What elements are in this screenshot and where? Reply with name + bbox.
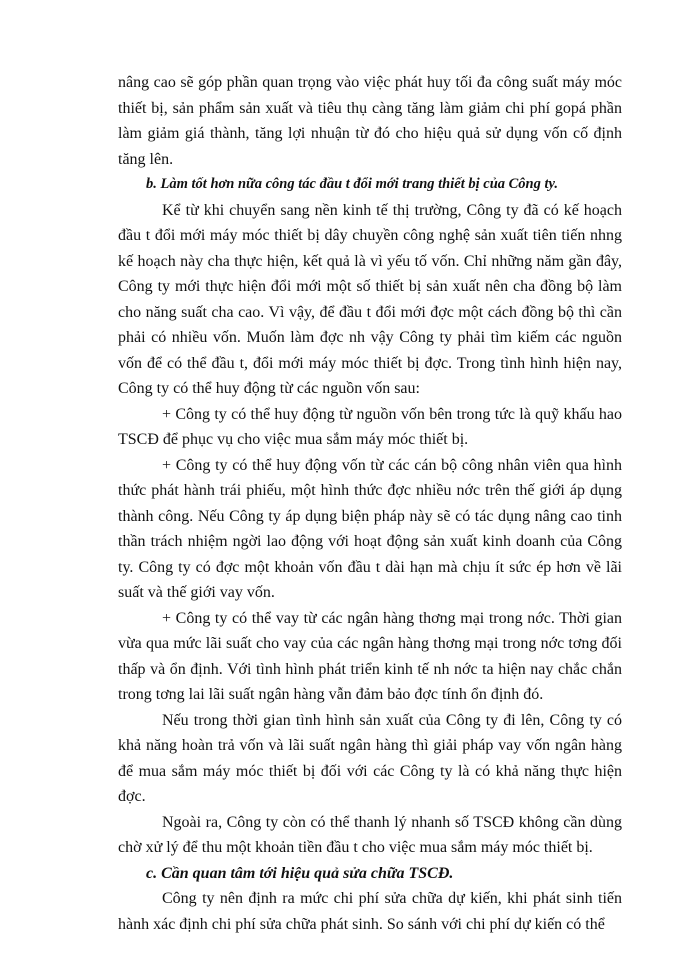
paragraph-repayment: Nếu trong thời gian tình hình sản xuất của Công ty đi lên, Công ty có khả năng hoàn trả vốn và lãi suất ngân hàng thì giải pháp vay vốn ngân hàng để mua sắm máy móc thiết bị đối với các Công ty là có khả năng thực hiện đợc.	[118, 711, 622, 805]
paragraph-repair-costs: Công ty nên định ra mức chi phí sửa chữa dự kiến, khi phát sinh tiến hành xác định chi phí sửa chữa phát sinh. So sánh với chi phí dự kiến có thể	[118, 890, 622, 933]
section-heading-c: c. Cần quan tâm tới hiệu quả sửa chữa TSCĐ.	[146, 864, 454, 882]
paragraph-employee-bonds: + Công ty có thể huy động vốn từ các cán bộ công nhân viên qua hình thức phát hành trái phiếu, một hình thức đợc nhiều nớc trên thế giới áp dụng thành công. Nếu Công ty áp dụng biện pháp này sẽ có tác dụng nâng cao tinh thần trách nhiệm ngời lao động với hoạt động sản xuất kinh doanh của Công ty. Công ty có đợc một khoản vốn đầu t dài hạn mà chịu ít sức ép hơn về lãi suất và thế giới vay vốn.	[118, 456, 622, 601]
paragraph-investment-plan: Kể từ khi chuyển sang nền kinh tế thị trường, Công ty đã có kế hoạch đầu t đổi mới máy móc thiết bị dây chuyền công nghệ sản xuất tiên tiến nhng kế hoạch này cha thực hiện, kết quả là vì yếu tố vốn. Chỉ những năm gần đây, Công ty mới thực hiện đổi mới một số thiết bị sản xuất nên cha đồng bộ làm cho năng suất cha cao. Vì vậy, để đầu t đổi mới đợc một cách đồng bộ thì cần phải có nhiều vốn. Muốn làm đợc nh vậy Công ty phải tìm kiếm các nguồn vốn để có thể đầu t, đổi mới máy móc thiết bị đợc. Trong tình hình hiện nay, Công ty có thể huy động từ các nguồn vốn sau:	[118, 201, 622, 397]
paragraph-liquidation: Ngoài ra, Công ty còn có thể thanh lý nhanh số TSCĐ không cần dùng chờ xử lý để thu một khoản tiền đầu t cho việc mua sắm máy móc thiết bị.	[118, 813, 622, 856]
section-heading-b: b. Làm tốt hơn nữa công tác đầu t đổi mới trang thiết bị của Công ty.	[146, 176, 559, 192]
paragraph-internal-funds: + Công ty có thể huy động từ nguồn vốn bên trong tức là quỹ khấu hao TSCĐ để phục vụ cho việc mua sắm máy móc thiết bị.	[118, 405, 622, 448]
paragraph-continuation: nâng cao sẽ góp phần quan trọng vào việc phát huy tối đa công suất máy móc thiết bị, sản phẩm sản xuất và tiêu thụ càng tăng làm giảm chi phí gopá phần làm giảm giá thành, tăng lợi nhuận từ đó cho hiệu quả sử dụng vốn cố định tăng lên.	[118, 74, 622, 168]
paragraph-bank-loans: + Công ty có thể vay từ các ngân hàng thơng mại trong nớc. Thời gian vừa qua mức lãi suất cho vay của các ngân hàng thơng mại trong nớc tơng đối thấp và ổn định. Với tình hình phát triển kinh tế nh nớc ta hiện nay chắc chắn trong tơng lai lãi suất ngân hàng vẫn đảm bảo đợc tính ổn định đó.	[118, 609, 622, 703]
document-page	[118, 70, 622, 937]
